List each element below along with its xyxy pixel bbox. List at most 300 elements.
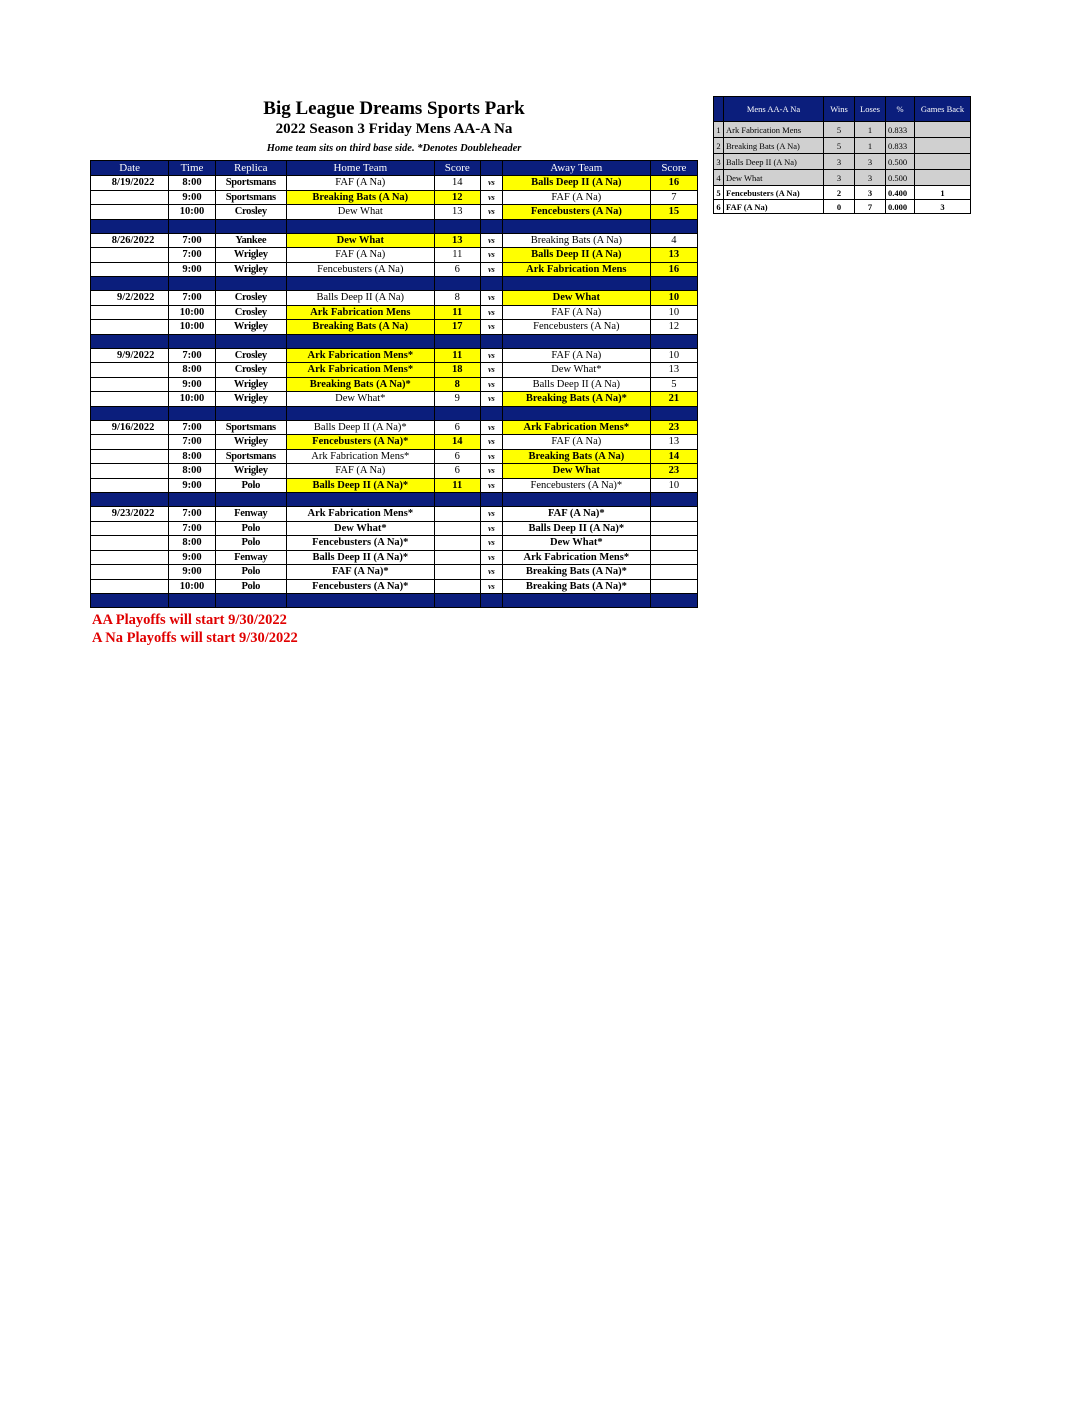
standings-table <box>713 96 971 214</box>
game-date <box>91 536 169 551</box>
a-na-playoffs-note: A Na Playoffs will start 9/30/2022 <box>92 630 298 646</box>
separator-cell <box>286 594 434 608</box>
home-score: 11 <box>434 348 480 363</box>
game-field: Sportsmans <box>215 190 286 205</box>
separator-cell <box>215 219 286 233</box>
away-score: 10 <box>650 478 697 493</box>
standings-wins: 2 <box>824 186 855 200</box>
standings-team: Fencebusters (A Na) <box>724 186 824 200</box>
separator-cell <box>480 493 502 507</box>
home-team: Balls Deep II (A Na)* <box>286 550 434 565</box>
vs-label: vs <box>480 305 502 320</box>
game-field: Polo <box>215 579 286 594</box>
game-row <box>91 363 698 378</box>
vs-label: vs <box>480 233 502 248</box>
standings-wins: 5 <box>824 122 855 138</box>
standings-col-header: Loses <box>855 97 886 122</box>
standings-pct: 0.500 <box>886 154 915 170</box>
game-time: 8:00 <box>169 449 215 464</box>
standings-pct: 0.000 <box>886 200 915 214</box>
game-time: 9:00 <box>169 190 215 205</box>
game-field: Fenway <box>215 550 286 565</box>
home-score <box>434 579 480 594</box>
separator-cell <box>169 334 215 348</box>
away-team: Dew What <box>502 291 650 306</box>
away-team: Ark Fabrication Mens* <box>502 550 650 565</box>
schedule-col-header: Time <box>169 161 215 176</box>
separator-cell <box>650 493 697 507</box>
game-date <box>91 392 169 407</box>
game-date <box>91 377 169 392</box>
standings-wins: 0 <box>824 200 855 214</box>
away-team: Breaking Bats (A Na)* <box>502 565 650 580</box>
schedule-col-header: Date <box>91 161 169 176</box>
separator-cell <box>215 493 286 507</box>
home-score <box>434 521 480 536</box>
standings-games-back <box>915 170 971 186</box>
week-separator <box>91 493 698 507</box>
vs-label: vs <box>480 205 502 220</box>
standings-rank: 5 <box>714 186 724 200</box>
separator-cell <box>286 219 434 233</box>
game-date <box>91 464 169 479</box>
away-team: Balls Deep II (A Na) <box>502 176 650 191</box>
game-time: 8:00 <box>169 176 215 191</box>
away-team: Ark Fabrication Mens <box>502 262 650 277</box>
away-team: FAF (A Na) <box>502 305 650 320</box>
game-time: 7:00 <box>169 507 215 522</box>
home-score: 13 <box>434 205 480 220</box>
game-row <box>91 550 698 565</box>
separator-cell <box>215 594 286 608</box>
vs-label: vs <box>480 435 502 450</box>
away-team: Dew What <box>502 464 650 479</box>
separator-cell <box>502 493 650 507</box>
away-score: 10 <box>650 348 697 363</box>
home-score: 12 <box>434 190 480 205</box>
home-team: Ark Fabrication Mens* <box>286 449 434 464</box>
separator-cell <box>91 219 169 233</box>
separator-cell <box>286 334 434 348</box>
game-row <box>91 190 698 205</box>
separator-cell <box>502 277 650 291</box>
standings-col-header: % <box>886 97 915 122</box>
standings-wins: 3 <box>824 154 855 170</box>
game-time: 7:00 <box>169 521 215 536</box>
game-field: Polo <box>215 478 286 493</box>
away-team: FAF (A Na)* <box>502 507 650 522</box>
game-field: Sportsmans <box>215 176 286 191</box>
separator-cell <box>502 219 650 233</box>
standings-col-header <box>714 97 724 122</box>
away-team: FAF (A Na) <box>502 435 650 450</box>
vs-label: vs <box>480 478 502 493</box>
home-team: Fencebusters (A Na)* <box>286 435 434 450</box>
schedule-col-header: Replica <box>215 161 286 176</box>
game-time: 7:00 <box>169 291 215 306</box>
home-score: 6 <box>434 449 480 464</box>
away-team: Fencebusters (A Na)* <box>502 478 650 493</box>
game-field: Wrigley <box>215 262 286 277</box>
standings-rank: 4 <box>714 170 724 186</box>
separator-cell <box>502 334 650 348</box>
game-field: Crosley <box>215 291 286 306</box>
away-team: Breaking Bats (A Na) <box>502 449 650 464</box>
home-score: 6 <box>434 464 480 479</box>
schedule-note: Home team sits on third base side. *Denotes Doubleheader <box>266 143 522 154</box>
away-score <box>650 507 697 522</box>
home-team: Dew What* <box>286 521 434 536</box>
standings-loses: 3 <box>855 170 886 186</box>
away-score: 13 <box>650 363 697 378</box>
game-field: Polo <box>215 521 286 536</box>
away-team: Balls Deep II (A Na) <box>502 377 650 392</box>
standings-loses: 3 <box>855 154 886 170</box>
away-team: Ark Fabrication Mens* <box>502 420 650 435</box>
away-score <box>650 565 697 580</box>
game-row <box>91 565 698 580</box>
game-row <box>91 536 698 551</box>
away-score: 21 <box>650 392 697 407</box>
game-date <box>91 565 169 580</box>
game-date: 9/23/2022 <box>91 507 169 522</box>
separator-cell <box>91 493 169 507</box>
game-time: 7:00 <box>169 435 215 450</box>
game-field: Sportsmans <box>215 420 286 435</box>
away-team: Breaking Bats (A Na)* <box>502 392 650 407</box>
game-field: Wrigley <box>215 248 286 263</box>
away-score: 16 <box>650 262 697 277</box>
standings-col-header: Wins <box>824 97 855 122</box>
separator-cell <box>91 334 169 348</box>
schedule-col-header: Away Team <box>502 161 650 176</box>
aa-playoffs-note: AA Playoffs will start 9/30/2022 <box>92 612 287 628</box>
separator-cell <box>434 334 480 348</box>
game-date <box>91 190 169 205</box>
home-team: Balls Deep II (A Na) <box>286 291 434 306</box>
game-date <box>91 449 169 464</box>
away-score: 15 <box>650 205 697 220</box>
vs-label: vs <box>480 449 502 464</box>
game-row <box>91 464 698 479</box>
home-team: Fencebusters (A Na)* <box>286 579 434 594</box>
standings-row <box>714 138 971 154</box>
game-row <box>91 176 698 191</box>
standings-team: Breaking Bats (A Na) <box>724 138 824 154</box>
vs-label: vs <box>480 579 502 594</box>
separator-cell <box>215 406 286 420</box>
separator-cell <box>215 277 286 291</box>
schedule-header-row <box>91 161 698 176</box>
standings-rank: 1 <box>714 122 724 138</box>
separator-cell <box>480 334 502 348</box>
standings-games-back <box>915 154 971 170</box>
standings-rank: 6 <box>714 200 724 214</box>
home-team: FAF (A Na) <box>286 248 434 263</box>
game-field: Crosley <box>215 205 286 220</box>
game-field: Wrigley <box>215 320 286 335</box>
game-date <box>91 550 169 565</box>
game-time: 7:00 <box>169 348 215 363</box>
game-date: 8/19/2022 <box>91 176 169 191</box>
home-team: Breaking Bats (A Na) <box>286 190 434 205</box>
game-time: 8:00 <box>169 536 215 551</box>
separator-cell <box>434 406 480 420</box>
game-row <box>91 262 698 277</box>
separator-cell <box>650 406 697 420</box>
home-score: 6 <box>434 262 480 277</box>
home-score: 18 <box>434 363 480 378</box>
standings-team: Ark Fabrication Mens <box>724 122 824 138</box>
game-field: Crosley <box>215 363 286 378</box>
away-score: 12 <box>650 320 697 335</box>
game-time: 9:00 <box>169 262 215 277</box>
away-team: FAF (A Na) <box>502 190 650 205</box>
home-team: Ark Fabrication Mens* <box>286 348 434 363</box>
away-team: Dew What* <box>502 363 650 378</box>
schedule-col-header: Score <box>650 161 697 176</box>
standings-col-header: Games Back <box>915 97 971 122</box>
home-score: 11 <box>434 478 480 493</box>
game-date: 9/9/2022 <box>91 348 169 363</box>
away-score: 5 <box>650 377 697 392</box>
game-field: Crosley <box>215 305 286 320</box>
schedule-col-header: Home Team <box>286 161 434 176</box>
standings-pct: 0.833 <box>886 138 915 154</box>
home-team: Dew What* <box>286 392 434 407</box>
game-date: 9/16/2022 <box>91 420 169 435</box>
away-score: 4 <box>650 233 697 248</box>
game-field: Wrigley <box>215 435 286 450</box>
home-team: Fencebusters (A Na)* <box>286 536 434 551</box>
away-score: 13 <box>650 248 697 263</box>
separator-cell <box>434 493 480 507</box>
away-team: Fencebusters (A Na) <box>502 205 650 220</box>
away-score <box>650 536 697 551</box>
home-team: Breaking Bats (A Na)* <box>286 377 434 392</box>
vs-label: vs <box>480 550 502 565</box>
separator-cell <box>434 594 480 608</box>
game-row <box>91 392 698 407</box>
game-time: 7:00 <box>169 420 215 435</box>
game-date <box>91 262 169 277</box>
away-score: 10 <box>650 291 697 306</box>
vs-label: vs <box>480 392 502 407</box>
home-team: Dew What <box>286 233 434 248</box>
game-time: 10:00 <box>169 320 215 335</box>
away-team: Breaking Bats (A Na)* <box>502 579 650 594</box>
away-team: Breaking Bats (A Na) <box>502 233 650 248</box>
game-time: 9:00 <box>169 550 215 565</box>
vs-label: vs <box>480 248 502 263</box>
game-date: 9/2/2022 <box>91 291 169 306</box>
away-score <box>650 579 697 594</box>
home-score <box>434 507 480 522</box>
game-field: Wrigley <box>215 392 286 407</box>
separator-cell <box>434 219 480 233</box>
vs-label: vs <box>480 507 502 522</box>
game-date <box>91 521 169 536</box>
week-separator <box>91 277 698 291</box>
standings-wins: 5 <box>824 138 855 154</box>
standings-pct: 0.500 <box>886 170 915 186</box>
game-time: 7:00 <box>169 233 215 248</box>
separator-cell <box>480 594 502 608</box>
home-score: 11 <box>434 248 480 263</box>
game-field: Crosley <box>215 348 286 363</box>
separator-cell <box>286 277 434 291</box>
vs-label: vs <box>480 420 502 435</box>
vs-label: vs <box>480 521 502 536</box>
separator-cell <box>480 219 502 233</box>
game-time: 9:00 <box>169 565 215 580</box>
home-team: Breaking Bats (A Na) <box>286 320 434 335</box>
week-separator <box>91 406 698 420</box>
separator-cell <box>650 334 697 348</box>
standings-row <box>714 200 971 214</box>
game-field: Wrigley <box>215 377 286 392</box>
schedule-col-header <box>480 161 502 176</box>
separator-cell <box>91 406 169 420</box>
home-score: 13 <box>434 233 480 248</box>
separator-cell <box>286 406 434 420</box>
separator-cell <box>502 594 650 608</box>
game-field: Fenway <box>215 507 286 522</box>
game-row <box>91 478 698 493</box>
home-score: 8 <box>434 291 480 306</box>
separator-cell <box>169 277 215 291</box>
home-score: 8 <box>434 377 480 392</box>
game-time: 10:00 <box>169 305 215 320</box>
game-date <box>91 205 169 220</box>
standings-row <box>714 122 971 138</box>
game-row <box>91 348 698 363</box>
away-team: Balls Deep II (A Na) <box>502 248 650 263</box>
home-team: Balls Deep II (A Na)* <box>286 478 434 493</box>
away-score <box>650 521 697 536</box>
away-score: 14 <box>650 449 697 464</box>
away-team: Balls Deep II (A Na)* <box>502 521 650 536</box>
vs-label: vs <box>480 320 502 335</box>
home-score: 11 <box>434 305 480 320</box>
standings-loses: 1 <box>855 138 886 154</box>
standings-row <box>714 154 971 170</box>
game-date <box>91 363 169 378</box>
schedule-col-header: Score <box>434 161 480 176</box>
week-separator <box>91 219 698 233</box>
away-score: 23 <box>650 420 697 435</box>
schedule-table <box>90 160 698 608</box>
home-score: 9 <box>434 392 480 407</box>
separator-cell <box>286 493 434 507</box>
standings-team: Dew What <box>724 170 824 186</box>
standings-games-back <box>915 138 971 154</box>
game-field: Wrigley <box>215 464 286 479</box>
game-field: Polo <box>215 565 286 580</box>
game-row <box>91 435 698 450</box>
game-time: 8:00 <box>169 363 215 378</box>
vs-label: vs <box>480 536 502 551</box>
standings-loses: 7 <box>855 200 886 214</box>
standings-games-back: 3 <box>915 200 971 214</box>
standings-rank: 3 <box>714 154 724 170</box>
home-team: Fencebusters (A Na) <box>286 262 434 277</box>
game-row <box>91 248 698 263</box>
game-row <box>91 291 698 306</box>
vs-label: vs <box>480 363 502 378</box>
home-score: 6 <box>434 420 480 435</box>
home-score: 14 <box>434 176 480 191</box>
standings-loses: 1 <box>855 122 886 138</box>
away-score <box>650 550 697 565</box>
home-team: Dew What <box>286 205 434 220</box>
home-score: 17 <box>434 320 480 335</box>
away-score: 10 <box>650 305 697 320</box>
game-date <box>91 579 169 594</box>
separator-cell <box>169 594 215 608</box>
separator-cell <box>650 219 697 233</box>
away-score: 13 <box>650 435 697 450</box>
standings-pct: 0.833 <box>886 122 915 138</box>
game-row <box>91 233 698 248</box>
vs-label: vs <box>480 464 502 479</box>
standings-games-back <box>915 122 971 138</box>
game-row <box>91 521 698 536</box>
game-row <box>91 320 698 335</box>
home-team: FAF (A Na) <box>286 176 434 191</box>
standings-row <box>714 186 971 200</box>
away-team: Dew What* <box>502 536 650 551</box>
game-date: 8/26/2022 <box>91 233 169 248</box>
page-title: Big League Dreams Sports Park <box>263 98 525 119</box>
separator-cell <box>215 334 286 348</box>
vs-label: vs <box>480 565 502 580</box>
game-date <box>91 478 169 493</box>
game-row <box>91 579 698 594</box>
separator-cell <box>650 277 697 291</box>
home-team: FAF (A Na) <box>286 464 434 479</box>
separator-cell <box>91 594 169 608</box>
game-time: 7:00 <box>169 248 215 263</box>
game-time: 10:00 <box>169 205 215 220</box>
standings-row <box>714 170 971 186</box>
game-field: Polo <box>215 536 286 551</box>
week-separator <box>91 334 698 348</box>
separator-cell <box>650 594 697 608</box>
separator-cell <box>169 406 215 420</box>
separator-cell <box>434 277 480 291</box>
standings-loses: 3 <box>855 186 886 200</box>
away-score: 7 <box>650 190 697 205</box>
game-time: 8:00 <box>169 464 215 479</box>
page-subtitle: 2022 Season 3 Friday Mens AA-A Na <box>275 121 513 137</box>
standings-pct: 0.400 <box>886 186 915 200</box>
standings-team: Balls Deep II (A Na) <box>724 154 824 170</box>
game-date <box>91 320 169 335</box>
vs-label: vs <box>480 262 502 277</box>
game-row <box>91 205 698 220</box>
game-date <box>91 248 169 263</box>
separator-cell <box>91 277 169 291</box>
home-team: Ark Fabrication Mens <box>286 305 434 320</box>
away-score: 23 <box>650 464 697 479</box>
game-date <box>91 435 169 450</box>
game-time: 9:00 <box>169 478 215 493</box>
game-time: 10:00 <box>169 579 215 594</box>
game-time: 9:00 <box>169 377 215 392</box>
separator-cell <box>169 219 215 233</box>
standings-team: FAF (A Na) <box>724 200 824 214</box>
